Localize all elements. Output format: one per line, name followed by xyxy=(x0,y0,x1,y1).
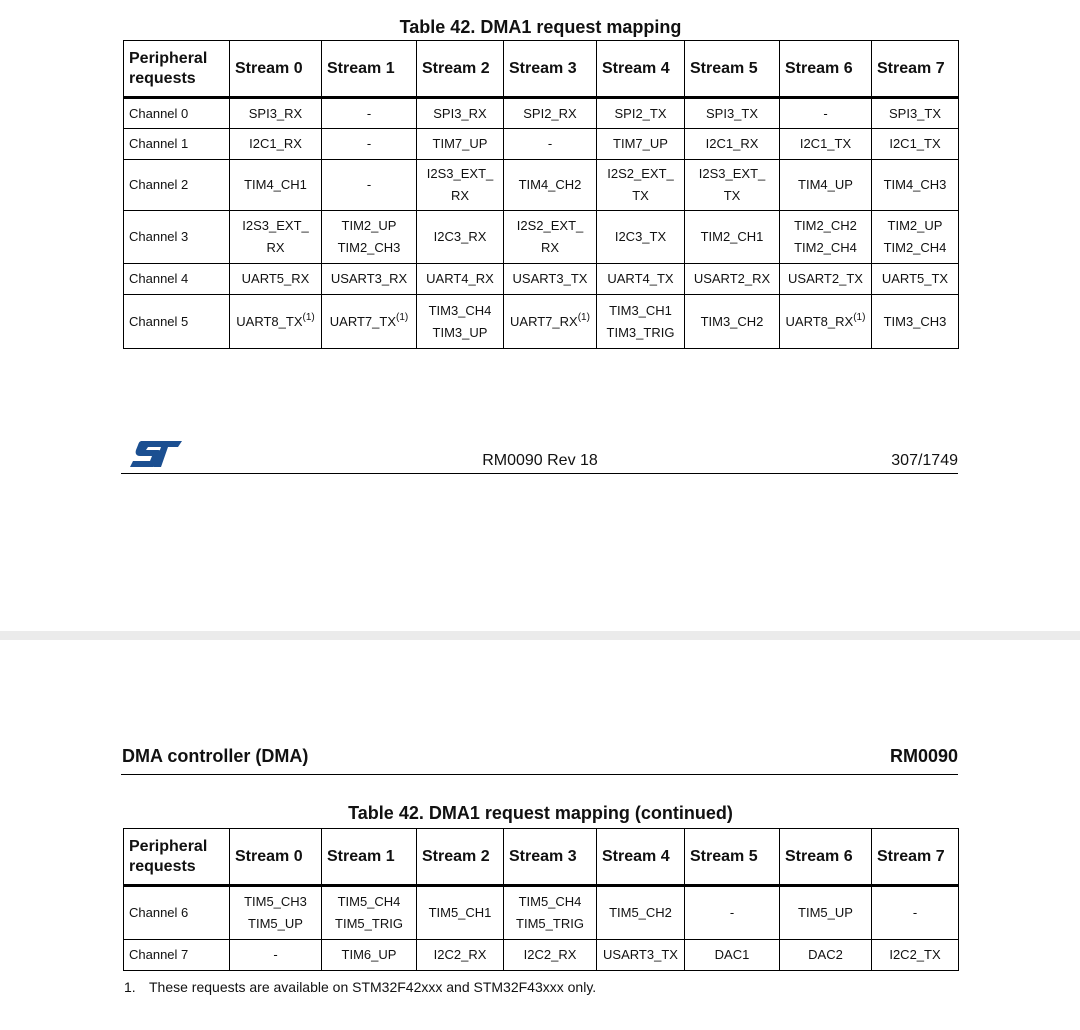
table-cell xyxy=(504,264,597,295)
cell-text xyxy=(234,891,317,913)
table-cell xyxy=(685,886,780,940)
cell-value: TIM4_CH2 xyxy=(518,177,582,192)
header-stream-4: Stream 4 xyxy=(597,829,685,886)
table-cell xyxy=(597,295,685,349)
table-cell xyxy=(322,129,417,160)
cell-value: USART2_RX xyxy=(693,271,771,286)
cell-text xyxy=(601,902,680,924)
cell-text xyxy=(234,913,317,935)
cell-value: SPI3_TX xyxy=(888,105,942,121)
cell-text xyxy=(326,103,412,125)
cell-text xyxy=(421,163,499,185)
footnote-marker: (1) xyxy=(577,311,590,323)
cell-value: TIM5_CH3 xyxy=(244,894,307,909)
cell-value: TIM7_UP xyxy=(613,136,668,151)
cell-text xyxy=(876,103,954,125)
cell-value: I2S3_EXT_ xyxy=(242,218,309,233)
cell-value: I2C1_TX xyxy=(889,136,941,151)
cell-text xyxy=(601,163,680,185)
cell-text xyxy=(326,174,412,196)
cell-value: TIM6_UP xyxy=(341,947,397,962)
cell-text xyxy=(234,215,317,237)
cell-text xyxy=(234,237,317,259)
cell-text xyxy=(876,311,954,333)
header-stream-7: Stream 7 xyxy=(872,41,959,98)
table-row xyxy=(124,98,959,129)
cell-value: SPI2_TX xyxy=(614,105,667,121)
cell-value: UART4_RX xyxy=(426,271,494,286)
table-cell xyxy=(685,98,780,129)
cell-value: I2C2_RX xyxy=(523,947,577,962)
table-cell xyxy=(597,129,685,160)
cell-text xyxy=(689,185,775,207)
table-cell xyxy=(780,160,872,211)
cell-value: RX xyxy=(266,240,285,255)
table-cell xyxy=(504,98,597,129)
header-stream-2: Stream 2 xyxy=(417,829,504,886)
cell-text xyxy=(689,944,775,966)
channel-label: Channel 5 xyxy=(124,295,230,349)
table-cell xyxy=(780,940,872,971)
table-cell xyxy=(780,295,872,349)
table-cell xyxy=(504,211,597,264)
footnote xyxy=(124,979,596,995)
table-cell xyxy=(504,129,597,160)
table-cell xyxy=(417,295,504,349)
cell-text xyxy=(601,185,680,207)
cell-text xyxy=(421,300,499,322)
cell-text xyxy=(508,268,592,290)
table-cell xyxy=(417,211,504,264)
table-cell xyxy=(780,98,872,129)
header-stream-1: Stream 1 xyxy=(322,41,417,98)
cell-text xyxy=(508,215,592,237)
cell-text xyxy=(689,268,775,290)
footnote-text: These requests are available on STM32F42xxx and STM32F43xxx only. xyxy=(149,979,597,995)
cell-value: DAC2 xyxy=(808,947,843,962)
cell-value: TIM5_TRIG xyxy=(335,916,403,931)
cell-text xyxy=(326,237,412,259)
table-cell xyxy=(230,129,322,160)
cell-value: TIM5_TRIG xyxy=(516,916,584,931)
cell-text xyxy=(784,902,867,924)
table-cell xyxy=(417,160,504,211)
table-cell xyxy=(685,160,780,211)
table-cell xyxy=(685,264,780,295)
cell-value: UART5_TX xyxy=(881,271,949,286)
table-cell xyxy=(780,264,872,295)
cell-text xyxy=(689,226,775,248)
channel-label: Channel 0 xyxy=(124,98,230,129)
cell-text xyxy=(421,322,499,344)
cell-value: - xyxy=(366,136,372,151)
cell-text xyxy=(784,311,867,333)
cell-text xyxy=(234,103,317,125)
table-cell xyxy=(230,940,322,971)
table-cell xyxy=(597,264,685,295)
cell-value: RX xyxy=(450,188,470,203)
cell-value: USART3_TX xyxy=(603,947,678,962)
cell-value: TIM3_CH1 xyxy=(609,302,672,318)
dma1-request-table-part1 xyxy=(123,40,959,349)
channel-label: Channel 7 xyxy=(124,940,230,971)
cell-value: TIM4_UP xyxy=(798,177,853,192)
cell-text xyxy=(508,311,592,333)
cell-value: - xyxy=(366,105,372,121)
table-row xyxy=(124,211,959,264)
table-cell xyxy=(597,886,685,940)
table-cell xyxy=(230,98,322,129)
cell-value: TIM5_CH1 xyxy=(428,905,492,920)
cell-text xyxy=(601,268,680,290)
cell-text xyxy=(326,913,412,935)
cell-text xyxy=(326,891,412,913)
cell-value: SPI2_RX xyxy=(523,105,577,121)
cell-value: USART3_TX xyxy=(512,271,588,286)
table-cell xyxy=(230,264,322,295)
table-cell xyxy=(780,129,872,160)
table-cell xyxy=(230,160,322,211)
cell-value: TIM5_CH4 xyxy=(518,894,582,909)
table-cell xyxy=(417,886,504,940)
cell-value: TIM7_UP xyxy=(432,136,488,151)
cell-text xyxy=(326,944,412,966)
page-header-section: DMA controller (DMA) xyxy=(122,746,309,766)
table-row xyxy=(124,160,959,211)
table-cell xyxy=(872,129,959,160)
cell-text xyxy=(421,133,499,155)
cell-text xyxy=(234,944,317,966)
footnote-number: 1. xyxy=(124,979,136,995)
table-cell xyxy=(597,160,685,211)
cell-value: TIM3_CH3 xyxy=(883,313,947,329)
cell-value: TIM4_CH1 xyxy=(244,177,307,192)
cell-value: TIM5_UP xyxy=(798,905,853,920)
cell-text xyxy=(508,944,592,966)
cell-text xyxy=(421,185,499,207)
cell-text xyxy=(876,268,954,290)
cell-text xyxy=(421,268,499,290)
cell-text xyxy=(421,944,499,966)
cell-value: - xyxy=(729,905,735,920)
cell-value: TIM2_UP xyxy=(887,218,943,233)
table-cell xyxy=(504,886,597,940)
table-cell xyxy=(230,886,322,940)
table-caption-part1: Table 42. DMA1 request mapping xyxy=(399,17,682,37)
cell-text xyxy=(326,268,412,290)
cell-text xyxy=(601,133,680,155)
cell-text xyxy=(876,215,954,237)
cell-value: TIM5_CH2 xyxy=(609,905,672,920)
cell-value: TIM2_CH1 xyxy=(700,229,764,244)
cell-value: SPI3_TX xyxy=(705,105,759,121)
cell-value: - xyxy=(823,105,828,121)
cell-text xyxy=(326,215,412,237)
cell-text xyxy=(876,133,954,155)
cell-text xyxy=(784,103,867,125)
cell-value: TIM2_UP xyxy=(341,218,397,233)
table-row xyxy=(124,264,959,295)
header-stream-0: Stream 0 xyxy=(230,41,322,98)
table-cell xyxy=(872,211,959,264)
cell-text xyxy=(784,237,867,259)
table-cell xyxy=(685,211,780,264)
cell-value: TIM3_UP xyxy=(432,324,488,340)
table-row xyxy=(124,886,959,940)
footnote-marker: (1) xyxy=(396,311,409,323)
header-stream-3: Stream 3 xyxy=(504,41,597,98)
cell-value: I2C2_RX xyxy=(433,947,487,962)
cell-text xyxy=(784,944,867,966)
cell-value: UART4_TX xyxy=(607,271,674,286)
header-peripheral-line: Peripheral xyxy=(129,837,208,855)
cell-text xyxy=(508,103,592,125)
header-stream-7: Stream 7 xyxy=(872,829,959,886)
cell-text xyxy=(421,902,499,924)
footer-doc-id: RM0090 Rev 18 xyxy=(482,452,598,469)
footer-page-number: 307/1749 xyxy=(891,452,958,469)
table-cell xyxy=(597,98,685,129)
header-stream-6: Stream 6 xyxy=(780,829,872,886)
table-cell xyxy=(230,295,322,349)
channel-label: Channel 6 xyxy=(124,886,230,940)
cell-text xyxy=(421,103,499,125)
cell-text xyxy=(876,902,954,924)
cell-value: USART3_RX xyxy=(330,271,408,286)
cell-text xyxy=(689,133,775,155)
table-cell xyxy=(417,129,504,160)
table-cell xyxy=(597,211,685,264)
cell-text xyxy=(876,237,954,259)
cell-value: I2S2_EXT_ xyxy=(607,166,674,181)
header-stream-5: Stream 5 xyxy=(685,41,780,98)
cell-value: SPI3_RX xyxy=(433,105,487,121)
table-cell xyxy=(417,98,504,129)
cell-value: I2C3_TX xyxy=(614,229,667,244)
cell-value: TIM4_CH3 xyxy=(883,177,947,192)
cell-text xyxy=(689,311,775,333)
cell-text xyxy=(601,103,680,125)
cell-text xyxy=(326,133,412,155)
cell-text xyxy=(601,322,680,344)
header-stream-1: Stream 1 xyxy=(322,829,417,886)
cell-value: I2C1_RX xyxy=(705,136,759,151)
cell-value: UART7_TX xyxy=(329,313,396,329)
cell-value: TX xyxy=(632,188,649,203)
cell-text xyxy=(234,174,317,196)
table-cell xyxy=(597,940,685,971)
cell-value: TIM2_CH4 xyxy=(794,240,857,255)
cell-text xyxy=(601,300,680,322)
cell-value: I2C2_TX xyxy=(889,947,941,962)
cell-value: I2C3_RX xyxy=(433,229,487,244)
table-cell xyxy=(322,886,417,940)
cell-value: TIM2_CH2 xyxy=(794,218,857,233)
table-cell xyxy=(685,129,780,160)
cell-text xyxy=(508,237,592,259)
page-header-doc-code: RM0090 xyxy=(889,746,958,766)
cell-text xyxy=(876,944,954,966)
cell-text xyxy=(234,311,317,333)
cell-value: TIM5_UP xyxy=(248,916,303,931)
cell-text xyxy=(876,174,954,196)
cell-value: RX xyxy=(540,240,560,255)
table-caption-part2: Table 42. DMA1 request mapping (continued) xyxy=(348,803,733,823)
cell-value: I2S2_EXT_ xyxy=(516,218,584,233)
cell-value: TIM3_TRIG xyxy=(606,324,675,340)
table-cell xyxy=(872,940,959,971)
footer-rule xyxy=(121,473,958,474)
header-peripheral-line: requests xyxy=(129,69,196,87)
header-rule xyxy=(121,774,958,775)
table-row xyxy=(124,940,959,971)
cell-value: TX xyxy=(723,188,741,203)
channel-label: Channel 1 xyxy=(124,129,230,160)
cell-value: - xyxy=(547,136,553,151)
table-cell xyxy=(322,160,417,211)
cell-text xyxy=(601,944,680,966)
dma1-request-table-part2 xyxy=(123,828,959,971)
cell-text xyxy=(601,226,680,248)
channel-label: Channel 4 xyxy=(124,264,230,295)
table-cell xyxy=(685,295,780,349)
table-cell xyxy=(504,940,597,971)
table-row xyxy=(124,129,959,160)
cell-value: TIM2_CH4 xyxy=(883,240,947,255)
table-cell xyxy=(322,98,417,129)
cell-value: UART7_RX xyxy=(510,313,578,329)
table-header-row xyxy=(124,829,959,886)
cell-value: UART8_TX xyxy=(236,313,303,329)
table-cell xyxy=(504,160,597,211)
cell-value: TIM3_CH2 xyxy=(700,313,764,329)
cell-value: I2S3_EXT_ xyxy=(698,166,766,181)
table-cell xyxy=(417,264,504,295)
header-peripheral-requests xyxy=(124,41,230,98)
header-stream-5: Stream 5 xyxy=(685,829,780,886)
table-cell xyxy=(780,211,872,264)
header-stream-3: Stream 3 xyxy=(504,829,597,886)
cell-value: DAC1 xyxy=(714,947,750,962)
cell-text xyxy=(784,133,867,155)
table-row xyxy=(124,295,959,349)
header-peripheral-line: requests xyxy=(129,857,196,875)
table-cell xyxy=(417,940,504,971)
header-stream-0: Stream 0 xyxy=(230,829,322,886)
cell-text xyxy=(508,891,592,913)
table-cell xyxy=(685,940,780,971)
header-peripheral-line: Peripheral xyxy=(129,49,208,67)
cell-text xyxy=(326,311,412,333)
cell-value: TIM3_CH4 xyxy=(428,302,492,318)
cell-text xyxy=(508,913,592,935)
channel-label: Channel 2 xyxy=(124,160,230,211)
cell-text xyxy=(508,174,592,196)
footnote-marker: (1) xyxy=(302,311,315,323)
table-cell xyxy=(322,211,417,264)
cell-value: USART2_TX xyxy=(788,271,863,286)
cell-text xyxy=(784,215,867,237)
cell-text xyxy=(784,268,867,290)
cell-value: UART8_RX xyxy=(785,313,854,329)
table-cell xyxy=(872,160,959,211)
cell-text xyxy=(784,174,867,196)
table-cell xyxy=(780,886,872,940)
cell-text xyxy=(689,103,775,125)
table-header-row xyxy=(124,41,959,98)
st-logo-icon xyxy=(128,439,182,469)
cell-value: TIM2_CH3 xyxy=(337,240,401,255)
cell-value: I2S3_EXT_ xyxy=(426,166,494,181)
cell-value: I2C1_TX xyxy=(799,136,852,151)
cell-text xyxy=(421,226,499,248)
cell-text xyxy=(689,163,775,185)
cell-text xyxy=(234,268,317,290)
table-cell xyxy=(872,295,959,349)
table-cell xyxy=(872,264,959,295)
header-peripheral-requests xyxy=(124,829,230,886)
cell-value: SPI3_RX xyxy=(248,105,303,121)
table-cell xyxy=(872,886,959,940)
header-stream-6: Stream 6 xyxy=(780,41,872,98)
cell-value: UART5_RX xyxy=(241,271,310,286)
footnote-marker: (1) xyxy=(853,311,866,323)
channel-label: Channel 3 xyxy=(124,211,230,264)
cell-value: - xyxy=(912,905,918,920)
page-separator xyxy=(0,631,1080,640)
table-cell xyxy=(322,940,417,971)
header-stream-2: Stream 2 xyxy=(417,41,504,98)
table-cell xyxy=(872,98,959,129)
cell-value: - xyxy=(273,947,278,962)
table-cell xyxy=(322,295,417,349)
header-stream-4: Stream 4 xyxy=(597,41,685,98)
cell-value: I2C1_RX xyxy=(249,136,302,151)
table-cell xyxy=(504,295,597,349)
cell-text xyxy=(508,133,592,155)
cell-value: TIM5_CH4 xyxy=(337,894,401,909)
table-cell xyxy=(322,264,417,295)
cell-value: - xyxy=(366,177,372,192)
table-cell xyxy=(230,211,322,264)
cell-text xyxy=(689,902,775,924)
cell-text xyxy=(234,133,317,155)
